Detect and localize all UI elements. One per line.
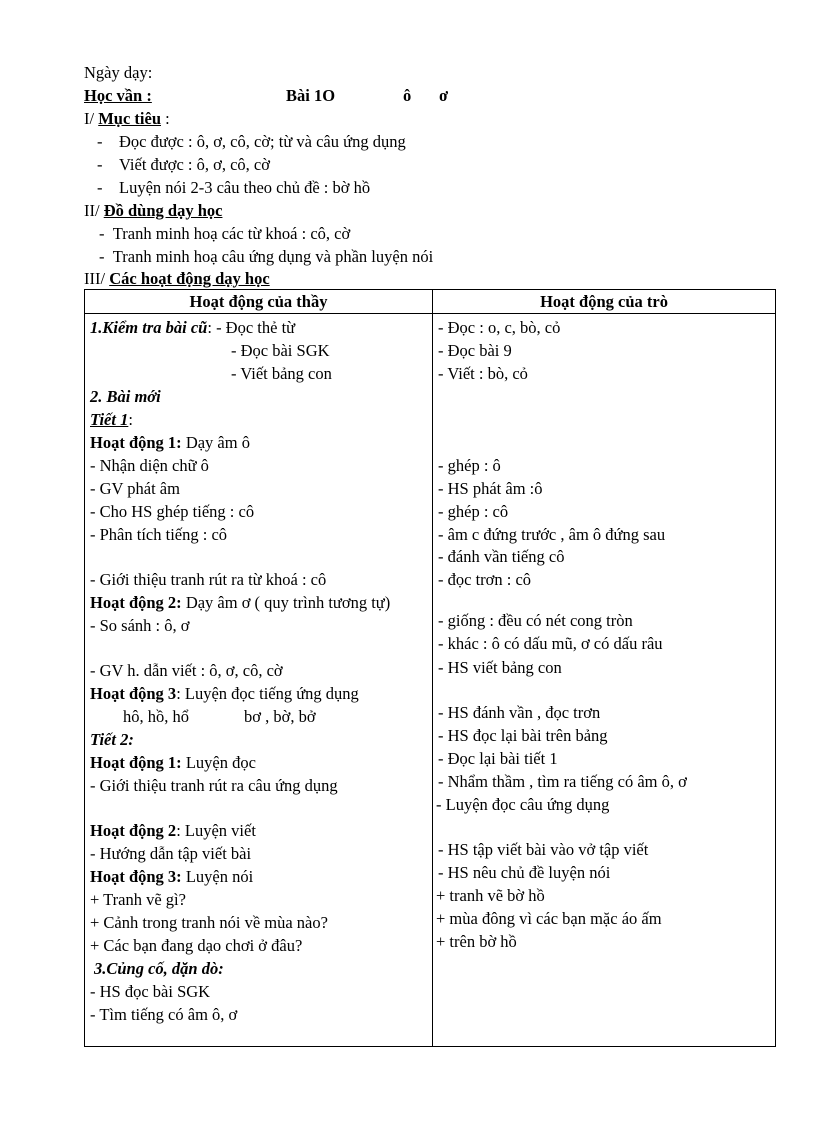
- teacher-step: - Phân tích tiếng : cô: [90, 525, 228, 544]
- review-item: - Đọc thẻ từ: [216, 318, 296, 337]
- objective-item-text: Luyện nói 2-3 câu theo chủ đề : bờ hồ: [119, 178, 371, 197]
- speaking-question: + Tranh vẽ gì?: [90, 890, 186, 909]
- period-1-colon: :: [128, 410, 133, 429]
- objectives-heading-prefix: I/: [84, 109, 95, 128]
- subject-label: Học vần :: [84, 86, 152, 105]
- teacher-step: - Nhận diện chữ ô: [90, 456, 209, 475]
- activities-table: [84, 289, 776, 1047]
- student-column-header: Hoạt động của trò: [433, 290, 776, 314]
- material-item-text: Tranh minh hoạ câu ứng dụng và phần luyện nói: [112, 247, 434, 266]
- material-item: - Tranh minh hoạ các từ khoá : cô, cờ: [99, 224, 351, 243]
- student-step: - HS đánh vần , đọc trơn: [438, 703, 601, 722]
- wrap-up-item: - Tìm tiếng có âm ô, ơ: [90, 1005, 238, 1024]
- objective-item: - Viết được : ô, ơ, cô, cờ: [97, 155, 270, 174]
- student-step: - khác : ô có dấu mũ, ơ có dấu râu: [438, 634, 663, 653]
- activity-label: Hoạt động 1:: [90, 753, 182, 772]
- activity-line: [90, 432, 250, 455]
- speaking-question: + Các bạn đang dạo chơi ở đâu?: [90, 936, 303, 955]
- review-colon: :: [207, 318, 217, 337]
- activity-text: Dạy âm ô: [181, 433, 250, 452]
- activity-line: [90, 820, 256, 843]
- materials-heading-text: Đồ dùng dạy học: [103, 201, 223, 220]
- activity-text: : Luyện đọc tiếng ứng dụng: [176, 684, 359, 703]
- materials-heading-prefix: II/: [84, 201, 100, 220]
- student-step: - đánh vần tiếng cô: [438, 547, 565, 566]
- student-step: - âm c đứng trước , âm ô đứng sau: [438, 525, 666, 544]
- student-answer: + trên bờ hồ: [436, 932, 517, 951]
- lesson-sound-o-horn: ơ: [439, 86, 449, 105]
- speaking-question: + Cảnh trong tranh nói về mùa nào?: [90, 913, 328, 932]
- material-item-text: Tranh minh hoạ các từ khoá : cô, cờ: [112, 224, 351, 243]
- table-body-row: [85, 314, 776, 1047]
- lesson-sound-o-hat: ô: [403, 86, 412, 105]
- student-step: - Luyện đọc câu ứng dụng: [436, 795, 610, 814]
- teacher-step: - So sánh : ô, ơ: [90, 616, 190, 635]
- activity-line: [90, 866, 253, 889]
- wrap-up-item: - HS đọc bài SGK: [90, 982, 211, 1001]
- activities-heading: [84, 268, 270, 291]
- period-1-title: Tiết 1: [90, 410, 129, 429]
- lesson-title: Bài 1O: [286, 86, 336, 105]
- student-step: - HS nêu chủ đề luyện nói: [438, 863, 611, 882]
- student-step: - Đọc : o, c, bò, cỏ: [438, 318, 561, 337]
- activity-label: Hoạt động 3:: [90, 867, 182, 886]
- student-step: - ghép : ô: [438, 456, 501, 475]
- new-lesson-title: 2. Bài mới: [90, 387, 161, 406]
- review-item: - Đọc bài SGK: [231, 341, 330, 360]
- activities-heading-prefix: III/: [84, 269, 106, 288]
- review-line: [90, 317, 295, 340]
- student-step: - Đọc bài 9: [438, 341, 512, 360]
- student-step: - Đọc lại bài tiết 1: [438, 749, 558, 768]
- student-step: - Nhẩm thầm , tìm ra tiếng có âm ô, ơ: [438, 772, 687, 791]
- activity-text: Luyện nói: [181, 867, 254, 886]
- student-step: - giống : đều có nét cong tròn: [438, 611, 633, 630]
- student-step: - đọc trơn : cô: [438, 570, 532, 589]
- objective-item-text: Viết được : ô, ơ, cô, cờ: [119, 155, 270, 174]
- activity-text: Dạy âm ơ ( quy trình tương tự): [181, 593, 391, 612]
- activity-text: Luyện đọc: [181, 753, 256, 772]
- teacher-step: - Hướng dẫn tập viết bài: [90, 844, 252, 863]
- student-answer: + tranh vẽ bờ hồ: [436, 886, 545, 905]
- table-header-row: [85, 290, 776, 314]
- student-answer: + mùa đông vì các bạn mặc áo ấm: [436, 909, 662, 928]
- review-item: - Viết bảng con: [231, 364, 332, 383]
- objectives-heading-suffix: :: [161, 109, 170, 128]
- date-label: Ngày dạy:: [84, 63, 153, 82]
- objectives-heading: [84, 108, 170, 131]
- student-step: - HS tập viết bài vào vở tập viết: [438, 840, 649, 859]
- objective-item: - Luyện nói 2-3 câu theo chủ đề : bờ hồ: [97, 178, 371, 197]
- activity-label: Hoạt động 2:: [90, 593, 182, 612]
- activities-heading-text: Các hoạt động dạy học: [109, 269, 270, 288]
- activity-line: [90, 683, 359, 706]
- wrap-up-title: 3.Củng cố, dặn dò:: [94, 959, 224, 978]
- activity-line: [90, 592, 390, 615]
- student-cell: [433, 314, 776, 1047]
- objective-item-text: Đọc được : ô, ơ, cô, cờ; từ và câu ứng dụng: [119, 132, 406, 151]
- objectives-heading-text: Mục tiêu: [98, 109, 161, 128]
- student-step: - HS phát âm :ô: [438, 479, 543, 498]
- student-step: - ghép : cô: [438, 502, 509, 521]
- student-step: - HS viết bảng con: [438, 658, 562, 677]
- activity-text: : Luyện viết: [176, 821, 256, 840]
- objective-item: - Đọc được : ô, ơ, cô, cờ; từ và câu ứng dụng: [97, 132, 406, 151]
- applied-words-a: hô, hồ, hổ: [123, 707, 189, 726]
- teacher-step: - Giới thiệu tranh rút ra câu ứng dụng: [90, 776, 338, 795]
- applied-words-b: bơ , bờ, bở: [244, 707, 316, 726]
- materials-heading: [84, 200, 222, 223]
- teacher-column-header: Hoạt động của thầy: [85, 290, 433, 314]
- material-item: - Tranh minh hoạ câu ứng dụng và phần luyện nói: [99, 247, 434, 266]
- teacher-step: - Giới thiệu tranh rút ra từ khoá : cô: [90, 570, 327, 589]
- activity-label: Hoạt động 2: [90, 821, 177, 840]
- activity-label: Hoạt động 1:: [90, 433, 182, 452]
- activity-line: [90, 752, 256, 775]
- period-2-title: Tiết 2:: [90, 730, 134, 749]
- teacher-step: - GV h. dẫn viết : ô, ơ, cô, cờ: [90, 661, 283, 680]
- activity-label: Hoạt động 3: [90, 684, 177, 703]
- teacher-cell: [85, 314, 433, 1047]
- student-step: - HS đọc lại bài trên bảng: [438, 726, 608, 745]
- review-title: 1.Kiểm tra bài cũ: [90, 318, 208, 337]
- student-step: - Viết : bò, cỏ: [438, 364, 528, 383]
- period-1-line: [90, 409, 133, 432]
- teacher-step: - GV phát âm: [90, 479, 180, 498]
- teacher-step: - Cho HS ghép tiếng : cô: [90, 502, 255, 521]
